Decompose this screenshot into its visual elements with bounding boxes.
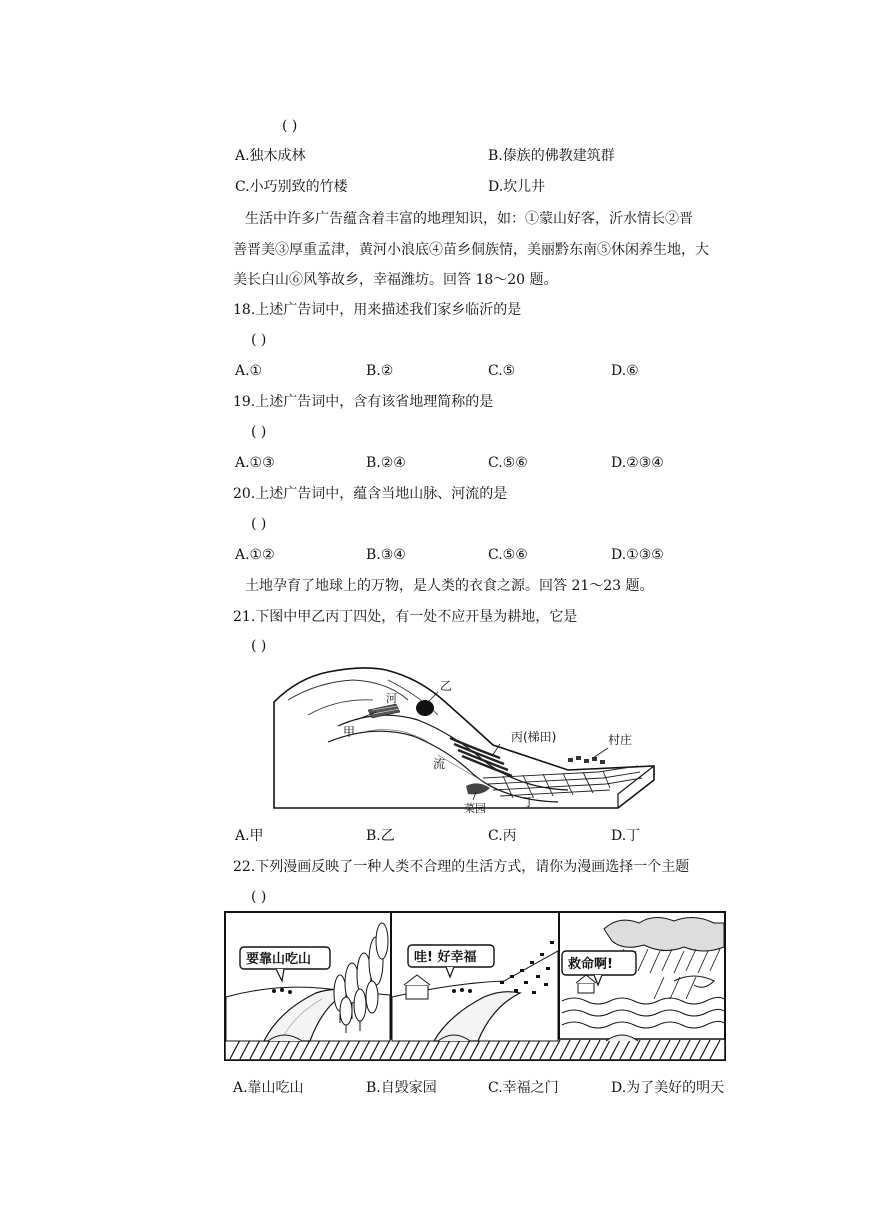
q21-answer-paren: ( ) bbox=[251, 638, 267, 654]
q21-option-b[interactable]: B.乙 bbox=[366, 828, 395, 844]
label-cunzhuang: 村庄 bbox=[608, 733, 633, 747]
q20-stem: 20.上述广告词中，蕴含当地山脉、河流的是 bbox=[233, 486, 508, 502]
q17-option-b[interactable]: B.傣族的佛教建筑群 bbox=[488, 148, 615, 164]
q22-option-b[interactable]: B.自毁家园 bbox=[366, 1080, 437, 1096]
q18-stem: 18.上述广告词中，用来描述我们家乡临沂的是 bbox=[233, 302, 522, 318]
q22-comic-strip bbox=[224, 911, 726, 1063]
q17-option-d[interactable]: D.坎儿井 bbox=[488, 179, 546, 195]
q17-option-a[interactable]: A.独木成林 bbox=[235, 148, 306, 164]
q21-option-a[interactable]: A.甲 bbox=[235, 828, 264, 844]
q22-option-d[interactable]: D.为了美好的明天 bbox=[611, 1080, 725, 1096]
intro-18-20-line1: 生活中许多广告蕴含着丰富的地理知识，如：①蒙山好客，沂水情长②晋 bbox=[245, 211, 693, 227]
q18-answer-paren: ( ) bbox=[251, 332, 267, 348]
q19-option-a[interactable]: A.①③ bbox=[235, 455, 275, 471]
label-liu: 流 bbox=[433, 757, 446, 771]
village-houses bbox=[568, 756, 605, 764]
q21-stem: 21.下图中甲乙丙丁四处，有一处不应开垦为耕地，它是 bbox=[233, 609, 578, 625]
q19-option-b[interactable]: B.②④ bbox=[366, 455, 406, 471]
comic-ground-band bbox=[225, 1039, 725, 1060]
q22-stem: 22.下列漫画反映了一种人类不合理的生活方式，请你为漫画选择一个主题 bbox=[233, 859, 690, 875]
q20-option-d[interactable]: D.①③⑤ bbox=[611, 547, 664, 563]
q21-option-c[interactable]: C.丙 bbox=[488, 828, 517, 844]
comic-bubble-2: 哇! 好幸福 bbox=[414, 950, 477, 965]
yi-site-dot bbox=[416, 700, 434, 716]
q19-option-d[interactable]: D.②③④ bbox=[611, 455, 664, 471]
q19-stem: 19.上述广告词中，含有该省地理简称的是 bbox=[233, 394, 494, 410]
label-he: 河 bbox=[386, 692, 397, 705]
q22-option-c[interactable]: C.幸福之门 bbox=[488, 1080, 559, 1096]
q18-option-b[interactable]: B.② bbox=[366, 363, 394, 379]
q21-option-d[interactable]: D.丁 bbox=[611, 828, 641, 844]
q20-option-a[interactable]: A.①② bbox=[235, 547, 275, 563]
q19-option-c[interactable]: C.⑤⑥ bbox=[488, 455, 528, 471]
label-jia: 甲 bbox=[343, 725, 356, 739]
q19-answer-paren: ( ) bbox=[251, 424, 267, 440]
q21-landscape-figure bbox=[268, 660, 658, 814]
q20-answer-paren: ( ) bbox=[251, 516, 267, 532]
q17-option-c[interactable]: C.小巧别致的竹楼 bbox=[235, 179, 348, 195]
q18-option-c[interactable]: C.⑤ bbox=[488, 363, 516, 379]
intro-18-20-line3: 美长白山⑥风筝故乡，幸福潍坊。回答 18～20 题。 bbox=[233, 272, 558, 288]
comic-bubble-3: 救命啊! bbox=[568, 957, 613, 972]
q18-option-d[interactable]: D.⑥ bbox=[611, 363, 639, 379]
intro-21-23: 土地孕育了地球上的万物，是人类的衣食之源。回答 21～23 题。 bbox=[245, 578, 654, 594]
q20-option-c[interactable]: C.⑤⑥ bbox=[488, 547, 528, 563]
q22-answer-paren: ( ) bbox=[251, 889, 267, 905]
label-ding: 丁 bbox=[523, 795, 536, 809]
label-caiyuan: 菜园 bbox=[464, 802, 486, 814]
label-bing: 丙(梯田) bbox=[511, 730, 557, 744]
intro-18-20-line2: 善晋美③厚重孟津，黄河小浪底④苗乡侗族情，美丽黔东南⑤休闲养生地，大 bbox=[233, 242, 709, 258]
q18-option-a[interactable]: A.① bbox=[235, 363, 263, 379]
comic-bubble-1: 要靠山吃山 bbox=[246, 952, 312, 967]
label-yi: 乙 bbox=[440, 679, 453, 693]
q20-option-b[interactable]: B.③④ bbox=[366, 547, 406, 563]
q17-answer-paren: ( ) bbox=[282, 118, 298, 134]
q22-option-a[interactable]: A.靠山吃山 bbox=[233, 1080, 304, 1096]
